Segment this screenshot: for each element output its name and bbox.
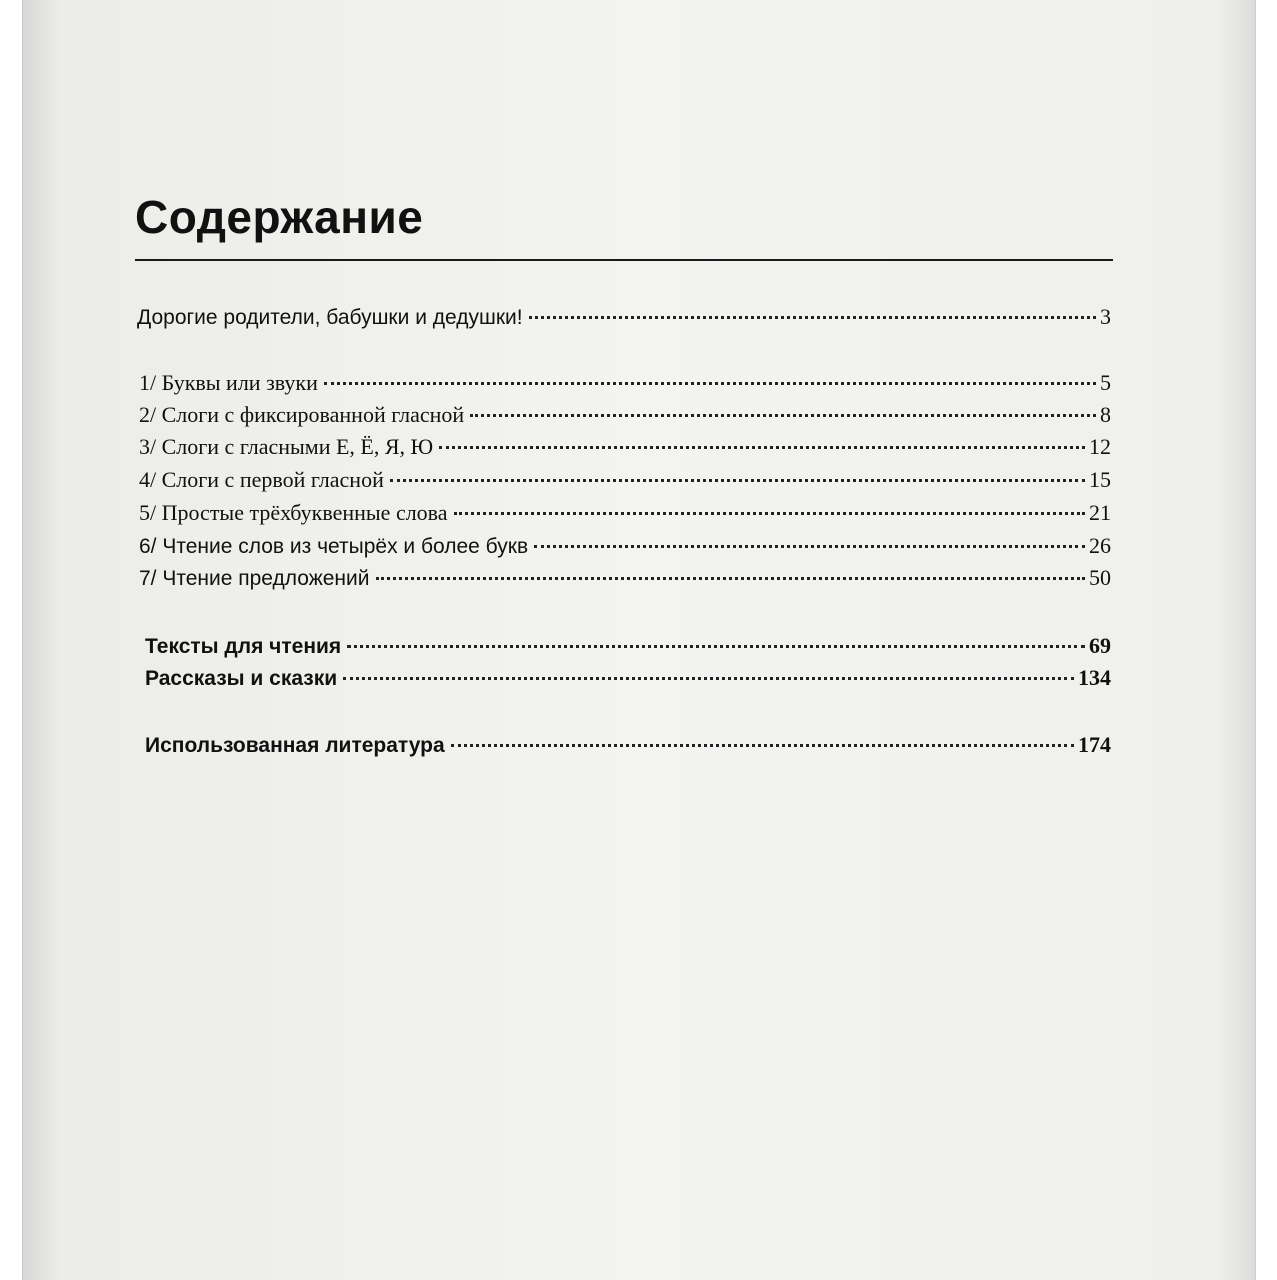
toc-label: 4/ Слоги с первой гласной bbox=[139, 467, 384, 492]
toc-label: Рассказы и сказки bbox=[145, 667, 338, 690]
toc-label: 3/ Слоги с гласными Е, Ё, Я, Ю bbox=[139, 434, 434, 459]
toc-entry-reading-texts bbox=[145, 633, 1111, 667]
toc-label: 1/ Буквы или звуки bbox=[139, 370, 318, 395]
dot-leader bbox=[534, 545, 1085, 548]
toc-label: Использованная литература bbox=[145, 734, 445, 757]
toc-page-number: 50 bbox=[1089, 565, 1111, 590]
toc-page-number: 3 bbox=[1100, 304, 1111, 329]
dot-leader bbox=[439, 446, 1085, 449]
toc-entry-chapter-7 bbox=[139, 565, 1111, 599]
toc-page-number: 174 bbox=[1078, 732, 1111, 757]
toc-entry-references bbox=[145, 732, 1111, 766]
toc-label: 7/ Чтение предложений bbox=[139, 567, 370, 590]
toc-page-number: 8 bbox=[1100, 402, 1111, 427]
toc-label: Тексты для чтения bbox=[145, 635, 342, 658]
toc-label: 5/ Простые трёхбуквенные слова bbox=[139, 500, 448, 525]
toc-entry-chapter-1 bbox=[139, 370, 1111, 404]
dot-leader bbox=[390, 479, 1085, 482]
title-underline bbox=[135, 259, 1113, 261]
book-page bbox=[22, 0, 1256, 1280]
dot-leader bbox=[470, 414, 1096, 417]
dot-leader bbox=[347, 645, 1085, 648]
toc-label: Дорогие родители, бабушки и дедушки! bbox=[137, 306, 523, 329]
toc-entry-chapter-3 bbox=[139, 434, 1111, 468]
toc-page-number: 5 bbox=[1100, 370, 1111, 395]
toc-page-number: 21 bbox=[1089, 500, 1111, 525]
toc-page-number: 15 bbox=[1089, 467, 1111, 492]
toc-entry-chapter-4 bbox=[139, 467, 1111, 501]
dot-leader bbox=[454, 512, 1085, 515]
dot-leader bbox=[324, 382, 1096, 385]
dot-leader bbox=[376, 577, 1086, 580]
toc-page-number: 12 bbox=[1089, 434, 1111, 459]
toc-label: 2/ Слоги с фиксированной гласной bbox=[139, 402, 465, 427]
toc-entry-chapter-2 bbox=[139, 402, 1111, 436]
dot-leader bbox=[343, 677, 1074, 680]
toc-label: 6/ Чтение слов из четырёх и более букв bbox=[139, 535, 529, 558]
toc-page-number: 26 bbox=[1089, 533, 1111, 558]
toc-page-number: 134 bbox=[1078, 665, 1111, 690]
toc-page-number: 69 bbox=[1089, 633, 1111, 658]
toc-entry-intro bbox=[137, 304, 1111, 338]
dot-leader bbox=[529, 316, 1096, 319]
toc-entry-chapter-6 bbox=[139, 533, 1111, 567]
toc-entry-stories bbox=[145, 665, 1111, 699]
page-title: Содержание bbox=[135, 191, 424, 243]
dot-leader bbox=[451, 744, 1074, 747]
toc-entry-chapter-5 bbox=[139, 500, 1111, 534]
